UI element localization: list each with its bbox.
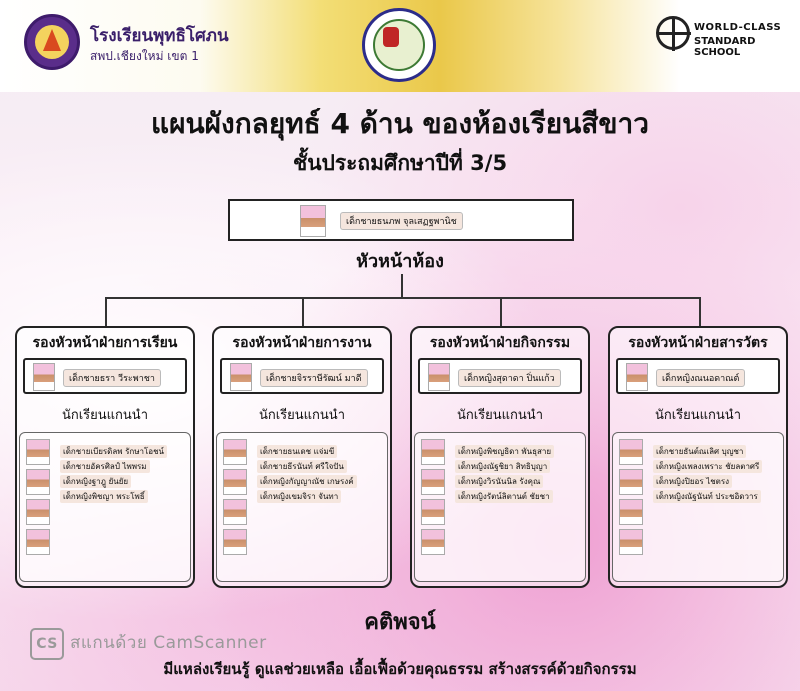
student-photo: [300, 205, 326, 237]
leader-label: นักเรียนแกนนำ: [456, 408, 543, 423]
leader-label: นักเรียนแกนนำ: [61, 408, 148, 423]
member-name: เด็กหญิงรัตน์ลิตานต์ ชัยชา: [455, 490, 553, 503]
student-photo: [230, 363, 252, 391]
leader-label: นักเรียนแกนนำ: [654, 408, 741, 423]
leader-name: เด็กหญิงสุดาดา ปิ่นแก้ว: [458, 369, 561, 387]
student-photo: [619, 529, 643, 555]
student-photo: [421, 499, 445, 525]
leader-name: เด็กชายจิรราษีรัฒน์ มาดี: [260, 369, 368, 387]
department-learning: [15, 326, 195, 588]
class-head-name: เด็กชายธนภพ จุลเสฏฐพานิช: [340, 212, 463, 230]
member-name: เด็กชายธีรนันท์ ศรีใจปัน: [257, 460, 347, 473]
member-name: เด็กหญิงวิรนันนิล รังคุณ: [455, 475, 543, 488]
student-photo: [421, 529, 445, 555]
member-name: เด็กหญิงกัญญาณัช เกษรงค์: [257, 475, 357, 488]
student-photo: [223, 439, 247, 465]
member-list: [19, 432, 191, 582]
student-photo: [421, 469, 445, 495]
department-work: [212, 326, 392, 588]
student-photo: [223, 469, 247, 495]
wcs-line-1: WORLD-CLASS: [694, 22, 782, 33]
student-photo: [619, 439, 643, 465]
student-photo: [619, 469, 643, 495]
member-name: เด็กหญิงเขมจิรา จันทา: [257, 490, 341, 503]
student-photo: [428, 363, 450, 391]
motto-title: คติพจน์: [364, 610, 436, 635]
page-subtitle: ชั้นประถมศึกษาปีที่ 3/5: [292, 151, 508, 175]
motto-text: มีแหล่งเรียนรู้ ดูแลช่วยเหลือ เอื้อเฟื้อด้วยคุณธรรม สร้างสรรค์ด้วยกิจกรรม: [163, 660, 637, 678]
member-name: เด็กชายธนเดช แจ่มขี: [257, 445, 337, 458]
connector-drop-2: [302, 297, 304, 326]
member-name: เด็กหญิงณัฐชิยา สิทธิบุญา: [455, 460, 550, 473]
student-photo: [619, 499, 643, 525]
world-class-school-logo: [656, 14, 786, 58]
member-name: เด็กชายเบียรดิลพ รักษาโอชน์: [60, 445, 167, 458]
student-photo: [626, 363, 648, 391]
leader-box: [23, 358, 187, 394]
department-title: รองหัวหน้าฝ่ายการเรียน: [32, 335, 178, 351]
class-head-label: หัวหน้าห้อง: [356, 251, 444, 272]
student-photo: [26, 439, 50, 465]
student-photo: [223, 499, 247, 525]
leader-label: นักเรียนแกนนำ: [258, 408, 345, 423]
connector-drop-1: [105, 297, 107, 326]
leader-name: เด็กชายธรา วีระพาชา: [63, 369, 161, 387]
page-title: แผนผังกลยุทธ์ 4 ด้าน ของห้องเรียนสีขาว: [151, 107, 649, 140]
student-photo: [421, 439, 445, 465]
watermark-text: สแกนด้วย CamScanner: [70, 633, 267, 653]
department-activities: [410, 326, 590, 588]
leader-box: [220, 358, 384, 394]
member-list: [216, 432, 388, 582]
leader-name: เด็กหญิงณนอดาณต์: [656, 369, 745, 387]
leader-box: [616, 358, 780, 394]
member-name: เด็กหญิงพิชญา พระโพธิ์: [60, 490, 148, 503]
connector-horizontal: [105, 297, 701, 299]
member-list: [414, 432, 586, 582]
wcs-line-2: STANDARD SCHOOL: [694, 36, 756, 58]
member-name: เด็กหญิงฐาฎู ยันยัย: [60, 475, 131, 488]
member-name: เด็กหญิงปิยอร ไชตรง: [653, 475, 732, 488]
member-name: เด็กชายธันต์ณเลิศ บุญชา: [653, 445, 746, 458]
globe-icon: [656, 16, 690, 50]
student-photo: [223, 529, 247, 555]
camscanner-icon: CS: [30, 628, 64, 660]
student-photo: [26, 499, 50, 525]
department-title: รองหัวหน้าฝ่ายสารวัตร: [628, 335, 768, 351]
school-name: โรงเรียนพุทธิโศภน: [90, 26, 229, 46]
header-banner: [0, 0, 800, 92]
connector-drop-3: [500, 297, 502, 326]
connector-vertical: [401, 274, 403, 298]
student-photo: [26, 469, 50, 495]
member-name: เด็กหญิงเพลงเพราะ ชัยลตาศรี: [653, 460, 762, 473]
student-photo: [33, 363, 55, 391]
school-logo-icon: [24, 14, 80, 70]
class-head-box: [228, 199, 574, 241]
student-photo: [26, 529, 50, 555]
school-seal-icon: [362, 8, 436, 82]
department-title: รองหัวหน้าฝ่ายการงาน: [232, 335, 372, 351]
leader-box: [418, 358, 582, 394]
department-inspector: [608, 326, 788, 588]
member-name: เด็กหญิงณัฐนันท์ ประชอิดวาร: [653, 490, 761, 503]
department-title: รองหัวหน้าฝ่ายกิจกรรม: [429, 335, 571, 351]
connector-drop-4: [699, 297, 701, 326]
member-name: เด็กชายอัครศิลป์ ไพพรม: [60, 460, 150, 473]
member-list: [612, 432, 784, 582]
member-name: เด็กหญิงพิชญธิดา พันธุสาย: [455, 445, 554, 458]
school-subtitle: สพป.เชียงใหม่ เขต 1: [90, 49, 199, 63]
